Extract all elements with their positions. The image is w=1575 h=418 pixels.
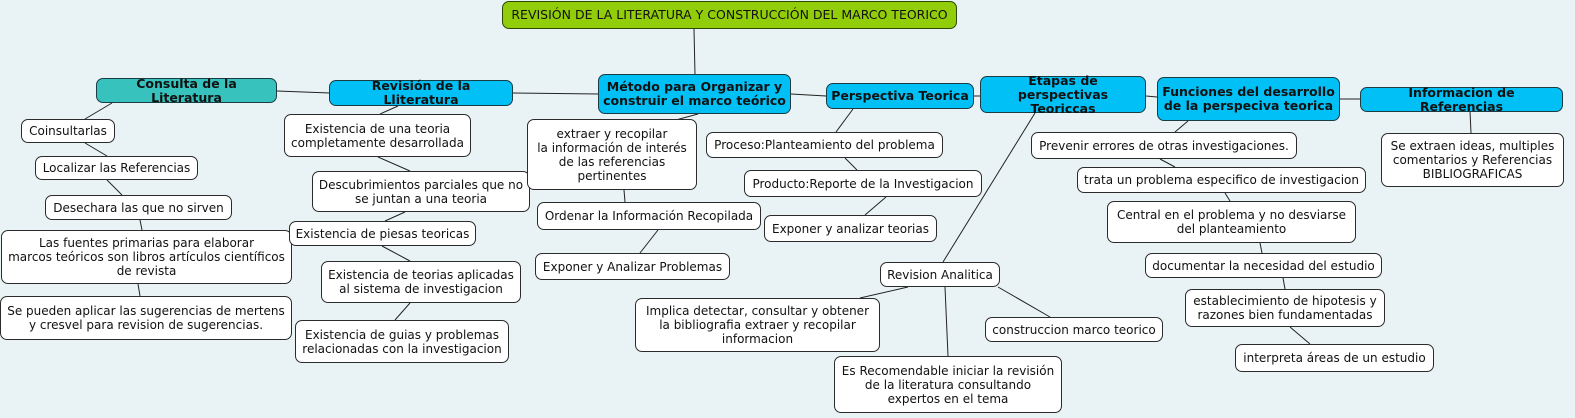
node-problema-especifico[interactable]: trata un problema especifico de investigacion bbox=[1077, 167, 1366, 193]
node-descubrimientos-parciales[interactable]: Descubrimientos parciales que no se juntan a una teoria bbox=[312, 171, 530, 212]
node-desechara[interactable]: Desechara las que no sirven bbox=[45, 195, 232, 220]
header-informacion-referencias[interactable]: Informacion de Referencias bbox=[1360, 87, 1563, 112]
node-implica-detectar[interactable]: Implica detectar, consultar y obtener la bibliografia extraer y recopilar informacion bbox=[635, 298, 880, 352]
node-prevenir-errores[interactable]: Prevenir errores de otras investigaciones. bbox=[1031, 132, 1297, 159]
node-exponer-analizar-teorias[interactable]: Exponer y analizar teorias bbox=[764, 215, 937, 242]
header-perspectiva-teorica[interactable]: Perspectiva Teorica bbox=[826, 83, 974, 109]
node-ordenar-informacion[interactable]: Ordenar la Información Recopilada bbox=[537, 202, 761, 230]
node-construccion-marco[interactable]: construccion marco teorico bbox=[985, 317, 1163, 342]
header-consulta-literatura[interactable]: Consulta de la Literatura bbox=[96, 78, 277, 103]
node-interpreta-areas[interactable]: interpreta áreas de un estudio bbox=[1235, 344, 1434, 372]
node-hipotesis[interactable]: establecimiento de hipotesis y razones bien fundamentadas bbox=[1185, 289, 1385, 327]
node-revision-analitica[interactable]: Revision Analitica bbox=[880, 262, 1000, 287]
node-recomendable[interactable]: Es Recomendable iniciar la revisión de la literatura consultando expertos en el tema bbox=[834, 356, 1062, 413]
header-etapas-perspectivas[interactable]: Etapas de perspectivas Teoriccas bbox=[980, 76, 1146, 113]
node-documentar-necesidad[interactable]: documentar la necesidad del estudio bbox=[1145, 253, 1382, 278]
root-topic[interactable]: REVISIÓN DE LA LITERATURA Y CONSTRUCCIÓN DEL MARCO TEORICO bbox=[502, 1, 957, 29]
node-teorias-aplicadas[interactable]: Existencia de teorias aplicadas al sistema de investigacion bbox=[321, 261, 521, 303]
node-extraen-ideas[interactable]: Se extraen ideas, multiples comentarios y Referencias BIBLIOGRAFICAS bbox=[1381, 133, 1564, 187]
header-metodo-organizar[interactable]: Método para Organizar y construir el marco teórico bbox=[598, 74, 791, 114]
node-coinsultarlas[interactable]: Coinsultarlas bbox=[21, 119, 115, 143]
node-extraer-recopilar[interactable]: extraer y recopilar la información de interés de las referencias pertinentes bbox=[527, 119, 697, 190]
node-exponer-analizar-problemas[interactable]: Exponer y Analizar Problemas bbox=[535, 253, 730, 280]
node-fuentes-primarias[interactable]: Las fuentes primarias para elaborar marcos teóricos son libros artículos científicos de revista bbox=[1, 230, 292, 284]
node-guias-problemas[interactable]: Existencia de guias y problemas relacionadas con la investigacion bbox=[295, 320, 509, 363]
node-piesas-teoricas[interactable]: Existencia de piesas teoricas bbox=[289, 221, 476, 246]
node-localizar-referencias[interactable]: Localizar las Referencias bbox=[35, 156, 198, 180]
node-sugerencias-mertens[interactable]: Se pueden aplicar las sugerencias de mertens y cresvel para revision de sugerencias. bbox=[0, 296, 292, 340]
node-central-problema[interactable]: Central en el problema y no desviarse del planteamiento bbox=[1107, 201, 1356, 243]
node-producto-reporte[interactable]: Producto:Reporte de la Investigacion bbox=[744, 170, 982, 197]
header-funciones-desarrollo[interactable]: Funciones del desarrollo de la perspeciva teorica bbox=[1157, 77, 1340, 121]
header-revision-literatura[interactable]: Revisión de la Lliteratura bbox=[329, 80, 513, 106]
node-teoria-completa[interactable]: Existencia de una teoria completamente desarrollada bbox=[284, 114, 471, 157]
node-proceso-planteamiento[interactable]: Proceso:Planteamiento del problema bbox=[706, 132, 943, 158]
